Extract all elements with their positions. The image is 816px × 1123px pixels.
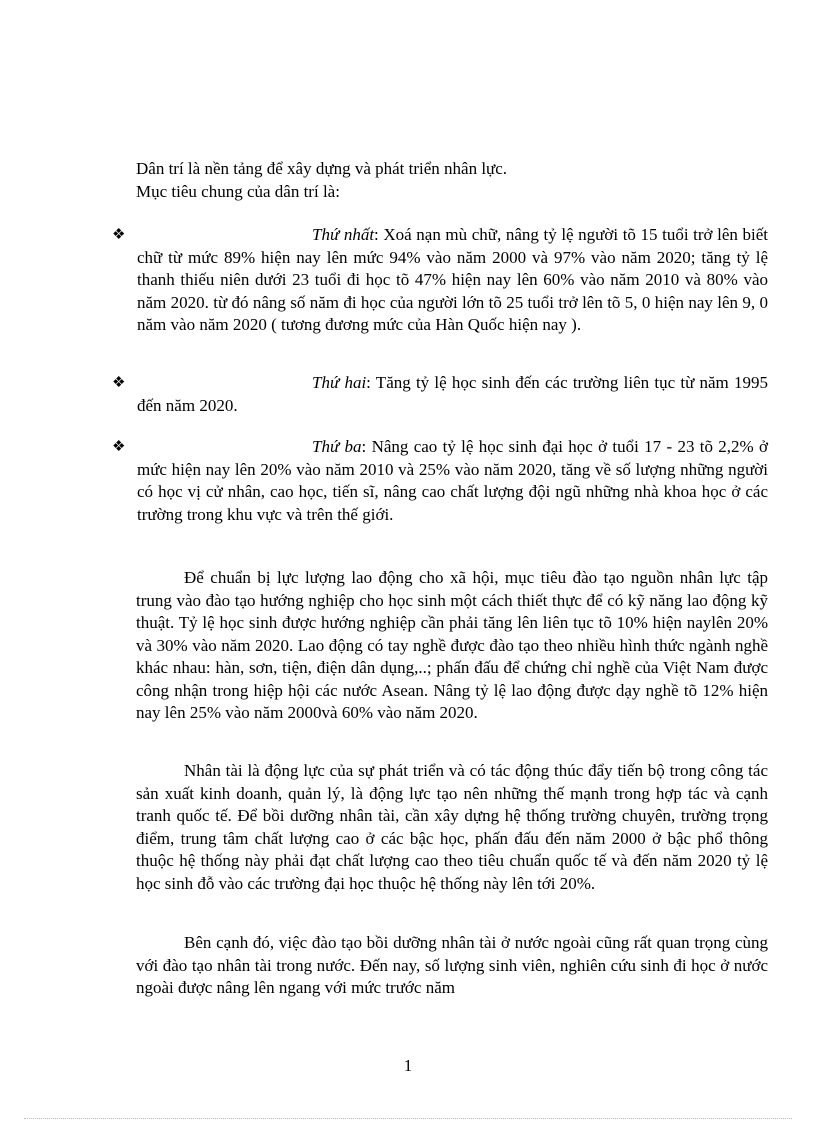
body-paragraph: Để chuẩn bị lực lượng lao động cho xã hội, mục tiêu đào tạo nguồn nhân lực tập trung vào đào tạo hướng nghiệp cho học sinh một cách thiết thực để có kỹ năng lao động kỹ thuật. Tỷ lệ học sinh được hướng nghiệp cần phải tăng lên liên tục tõ 10% hiện naylên 20% và 30% vào năm 2020. Lao động có tay nghề được đào tạo theo nhiều hình thức ngành nghề khác nhau: hàn, sơn, tiện, điện dân dụng,..; phấn đấu để chứng chỉ nghề của Việt Nam được công nhận trong hiệp hội các nước Asean. Nâng tỷ lệ lao động được dạy nghề tõ 12% hiện nay lên 25% vào năm 2000và 60% vào năm 2020. (136, 568, 768, 722)
intro-line: Dân trí là nền tảng để xây dựng và phát triển nhân lực. (136, 159, 508, 178)
body-paragraph: Bên cạnh đó, việc đào tạo bồi dưỡng nhân tài ở nước ngoài cũng rất quan trọng cùng với đào tạo nhân tài trong nước. Đến nay, số lượng sinh viên, nghiên cứu sinh đi học ở nước ngoài được nâng lên ngang với mức trước năm (136, 933, 768, 997)
bullet-item (112, 372, 788, 417)
bullet-label: Thứ ba (312, 437, 362, 456)
bullet-item (112, 436, 788, 526)
bullet-label: Thứ hai (312, 373, 367, 392)
page-bottom-divider (24, 1118, 792, 1119)
intro-line: Mục tiêu chung của dân trí là: (136, 181, 340, 201)
intro-block (136, 158, 776, 203)
diamond-bullet-icon: ❖ (112, 375, 126, 391)
bullet-text (137, 224, 768, 337)
body-paragraph: Nhân tài là động lực của sự phát triển và có tác động thúc đẩy tiến bộ trong công tác sản xuất kinh doanh, quản lý, là động lực tạo nên những thế mạnh trong hợp tác và cạnh tranh quốc tế. Để bồi dưỡng nhân tài, cần xây dựng hệ thống trường chuyên, trường trọng điểm, trung tâm chất lượng cao ở các bậc học, phấn đấu đến năm 2000 ở bậc phổ thông thuộc hệ thống này phải đạt chất lượng cao theo tiêu chuẩn quốc tế và đến năm 2020 tỷ lệ học sinh đỗ vào các trường đại học thuộc hệ thống này lên tới 20%. (136, 761, 768, 893)
diamond-bullet-icon: ❖ (112, 439, 126, 455)
bullet-text (137, 436, 768, 526)
bullet-content: : Xoá nạn mù chữ, nâng tỷ lệ người tõ 15 tuổi trở lên biết chữ từ mức 89% hiện nay lên mức 94% vào năm 2000 và 97% vào năm 2020; tăng tỷ lệ thanh thiếu niên dưới 23 tuổi đi học tõ 47% hiện nay lên 60% vào năm 2010 và 80% vào năm 2020. từ đó nâng số năm đi học của người lớn tõ 25 tuổi trở lên tõ 5, 0 hiện nay lên 9, 0 năm vào năm 2020 ( tương đương mức của Hàn Quốc hiện nay ). (137, 225, 768, 334)
bullet-label: Thứ nhất (312, 225, 375, 244)
bullet-content: : Tăng tỷ lệ học sinh đến các trường liên tục từ năm 1995 đến năm 2020. (137, 373, 768, 415)
diamond-bullet-icon: ❖ (112, 227, 126, 243)
page-number: 1 (403, 1056, 413, 1075)
bullet-text (137, 372, 768, 417)
bullet-item (112, 224, 788, 337)
bullet-content: : Nâng cao tỷ lệ học sinh đại học ở tuổi 17 - 23 tõ 2,2% ở mức hiện nay lên 20% vào năm 2010 và 25% vào năm 2020, tăng về số lượng những người có học vị cử nhân, cao học, tiến sĩ, nâng cao chất lượng đội ngũ những nhà khoa học ở các trường trong khu vực và trên thế giới. (137, 437, 768, 524)
